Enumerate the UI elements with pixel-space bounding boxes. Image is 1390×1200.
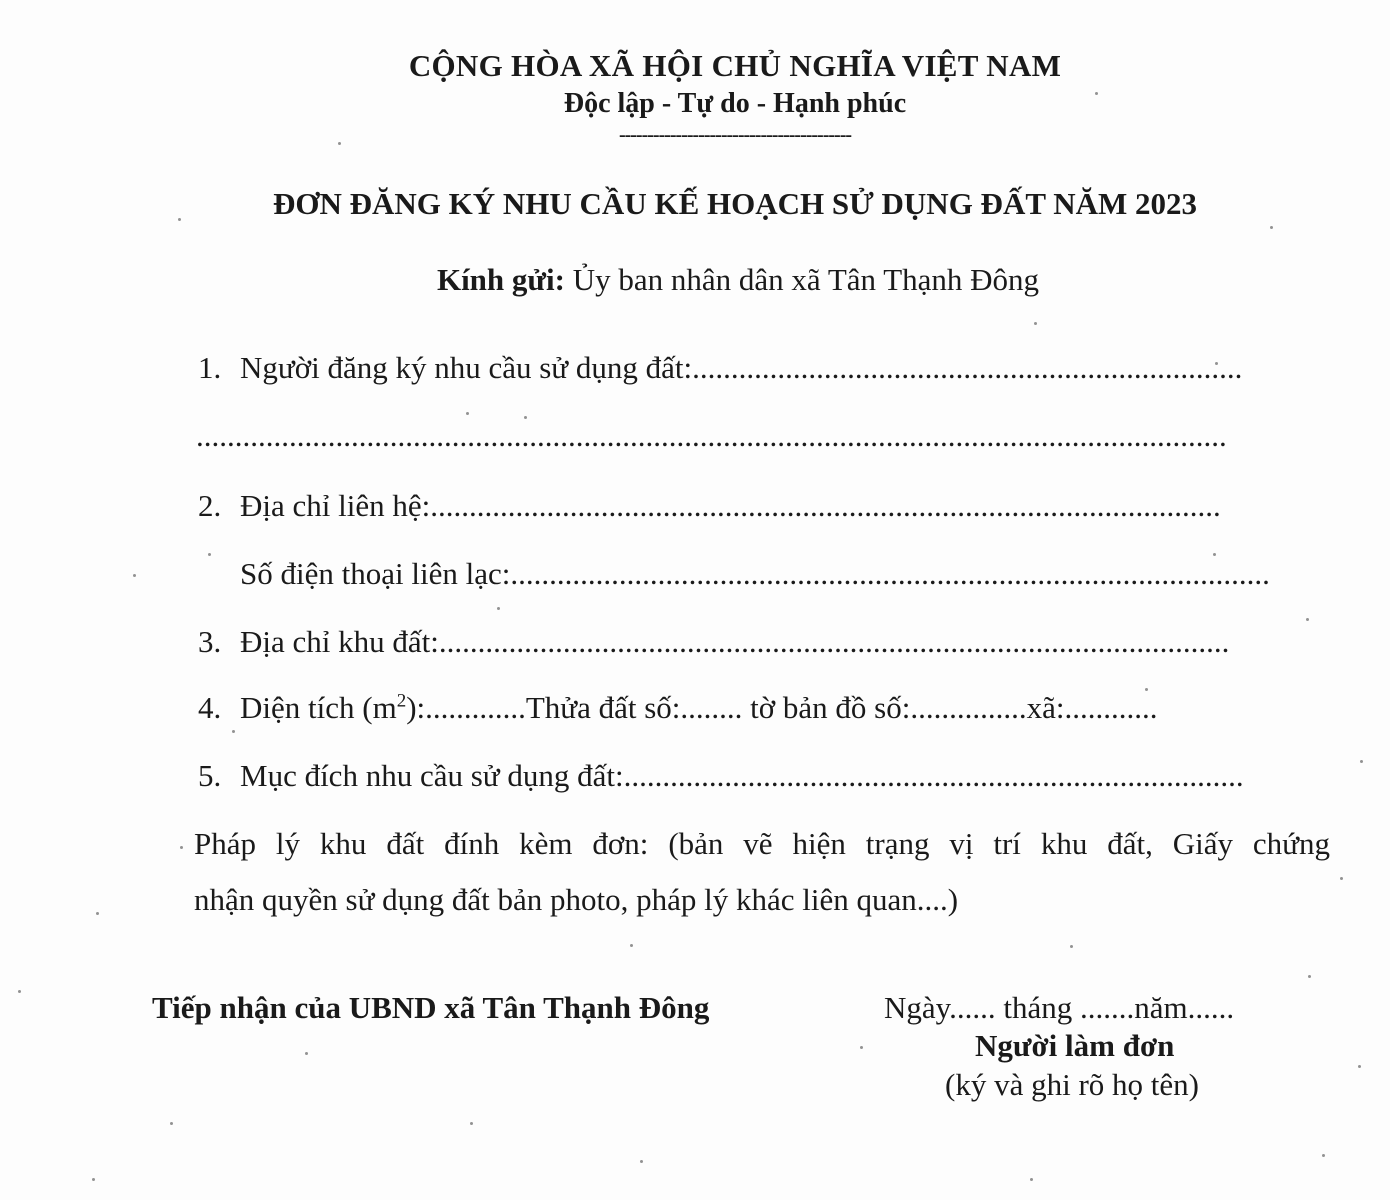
field-dots: .................................................................................................. (510, 556, 1270, 591)
area-label: Diện tích (m (240, 690, 397, 725)
commune-label: xã: (1026, 690, 1065, 725)
parcel-label: Thửa đất số: (525, 690, 681, 725)
field-label: Địa chỉ khu đất: (240, 624, 439, 659)
applicant-signature-note: (ký và ghi rõ họ tên) (945, 1067, 1199, 1102)
speck (1340, 877, 1343, 880)
applicant-title: Người làm đơn (975, 1028, 1175, 1063)
speck (18, 990, 21, 993)
field-applicant-continued[interactable] (196, 418, 1227, 454)
speck (1358, 1065, 1361, 1068)
speck (92, 1178, 95, 1181)
field-dots: ................................................................................ (623, 758, 1244, 793)
field-phone[interactable] (240, 556, 1270, 592)
field-label: Mục đích nhu cầu sử dụng đất: (240, 758, 624, 793)
field-applicant[interactable] (198, 350, 1242, 386)
field-number: 2. (198, 488, 222, 523)
field-dots: ..................................................................................................................................... (196, 418, 1227, 453)
speck (860, 1046, 863, 1049)
field-number: 4. (198, 690, 222, 725)
recipient-line (0, 262, 1390, 298)
speck (232, 730, 235, 733)
field-label: Số điện thoại liên lạc: (240, 556, 511, 591)
speck (170, 1122, 173, 1125)
field-dots: ...................................................................................................... (438, 624, 1230, 659)
speck (96, 912, 99, 915)
field-area-parcel[interactable] (198, 690, 1158, 726)
field-number: 1. (198, 350, 222, 385)
legal-note-line-1: Pháp lý khu đất đính kèm đơn: (bản vẽ hiện trạng vị trí khu đất, Giấy chứng (194, 826, 1330, 861)
speck (1322, 1154, 1325, 1157)
speck (1308, 975, 1311, 978)
speck (630, 944, 633, 947)
area-dots: ............. (425, 690, 526, 725)
speck (470, 1122, 473, 1125)
date-line[interactable]: Ngày...... tháng .......năm...... (884, 990, 1235, 1025)
field-number: 5. (198, 758, 222, 793)
speck (1070, 945, 1073, 948)
speck (305, 1052, 308, 1055)
field-contact-address[interactable] (198, 488, 1221, 524)
speck (1306, 618, 1309, 621)
receipt-label: Tiếp nhận của UBND xã Tân Thạnh Đông (152, 990, 710, 1025)
area-superscript: 2 (396, 690, 407, 712)
parcel-dots: ........ (680, 690, 743, 725)
form-title: ĐƠN ĐĂNG KÝ NHU CẦU KẾ HOẠCH SỬ DỤNG ĐẤT NĂM 2023 (273, 186, 1197, 221)
national-title: CỘNG HÒA XÃ HỘI CHỦ NGHĨA VIỆT NAM (408, 48, 1062, 83)
speck (1030, 1178, 1033, 1181)
field-label: Địa chỉ liên hệ: (240, 488, 431, 523)
field-land-address[interactable] (198, 624, 1229, 660)
map-dots: ............... (910, 690, 1027, 725)
recipient-label: Kính gửi: (436, 262, 565, 297)
speck (640, 1160, 643, 1163)
field-usage-purpose[interactable] (198, 758, 1244, 794)
map-label: tờ bản đồ số: (742, 690, 911, 725)
speck (133, 574, 136, 577)
recipient-value: Ủy ban nhân dân xã Tân Thạnh Đông (572, 262, 1040, 297)
field-number: 3. (198, 624, 222, 659)
commune-dots: ............ (1064, 690, 1158, 725)
speck (466, 412, 469, 415)
speck (1034, 322, 1037, 325)
field-dots: ....................................................................... (692, 350, 1243, 385)
speck (208, 553, 211, 556)
speck (497, 607, 500, 610)
field-label: Người đăng ký nhu cầu sử dụng đất: (240, 350, 693, 385)
speck (180, 846, 183, 849)
speck (1360, 760, 1363, 763)
area-suffix: ): (406, 690, 426, 725)
legal-note-line-2: nhận quyền sử dụng đất bản photo, pháp lý khác liên quan....) (194, 882, 959, 917)
national-motto: Độc lập - Tự do - Hạnh phúc (563, 88, 907, 119)
field-dots: ...................................................................................................... (430, 488, 1221, 523)
speck (1270, 226, 1273, 229)
header-separator: ----------------------------------------- (618, 124, 852, 146)
